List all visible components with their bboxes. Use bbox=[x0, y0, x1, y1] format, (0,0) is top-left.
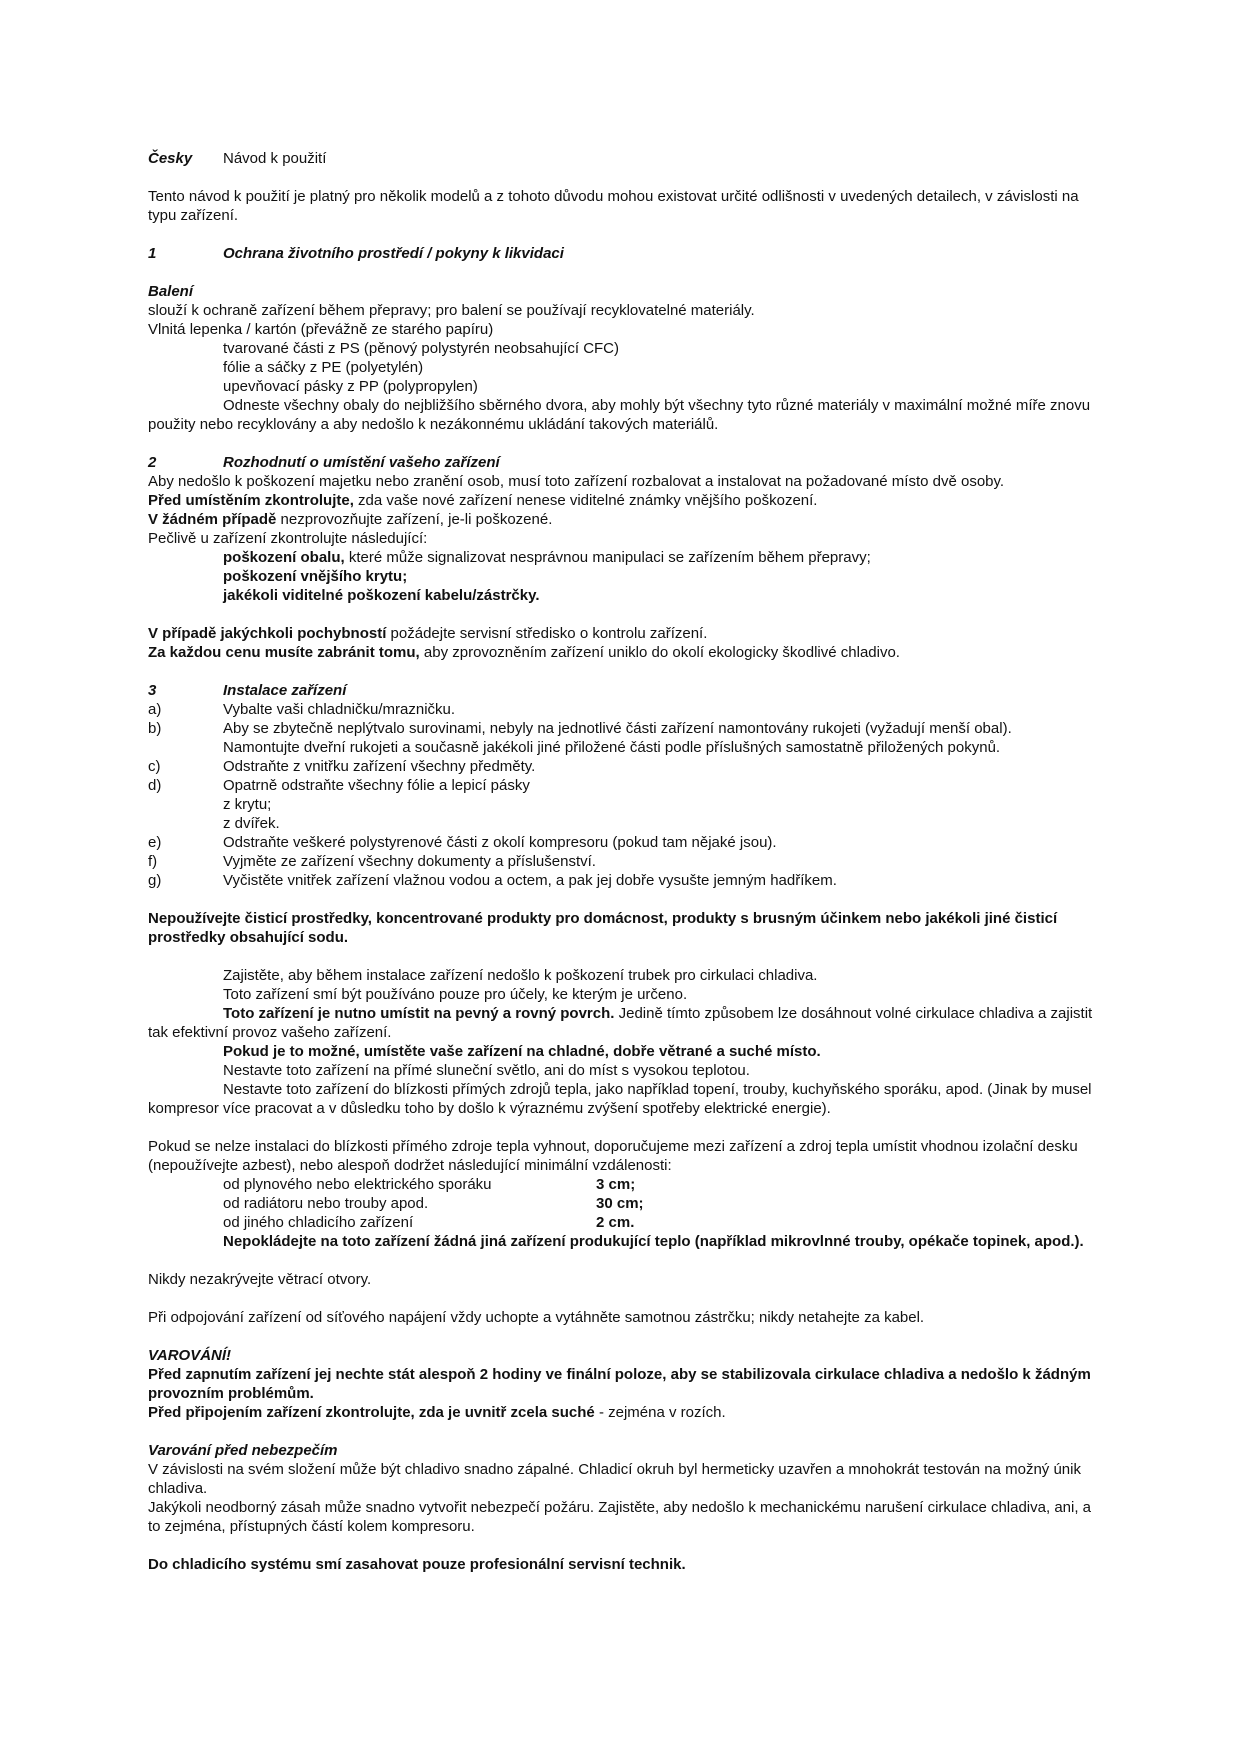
paragraph bbox=[148, 1004, 1100, 1042]
list-item bbox=[148, 871, 1100, 890]
danger-heading: Varování před nebezpečím bbox=[148, 1442, 338, 1459]
list-item bbox=[148, 719, 1100, 738]
text-run: - zejména v rozích. bbox=[594, 1404, 726, 1421]
cleaning-warning: Nepoužívejte čisticí prostředky, koncentrované produkty pro domácnost, produkty s brusným účinkem nebo jakékoli jiné čisticí prostředky obsahující sodu. bbox=[148, 910, 1058, 946]
paragraph: fólie a sáčky z PE (polyetylén) bbox=[223, 359, 424, 376]
list-item-text: z dvířek. bbox=[223, 815, 280, 832]
paragraph: Pokud se nelze instalaci do blízkosti přímého zdroje tepla vyhnout, doporučujeme mezi zařízení a zdroj tepla umístit vhodnou izolační desku (nepoužívejte azbest), nebo alespoň dodržet následující minimální vzdálenosti: bbox=[148, 1138, 1078, 1174]
list-item-marker bbox=[148, 738, 223, 757]
paragraph: Vlnitá lepenka / kartón (převážně ze starého papíru) bbox=[148, 321, 494, 338]
paragraph: Při odpojování zařízení od síťového napájení vždy uchopte a vytáhněte samotnou zástrčku; nikdy netahejte za kabel. bbox=[148, 1309, 925, 1326]
section-number: 2 bbox=[148, 454, 157, 471]
list-item-text: Opatrně odstraňte všechny fólie a lepicí pásky bbox=[223, 777, 530, 794]
section-number: 1 bbox=[148, 245, 157, 262]
distance-label: od radiátoru nebo trouby apod. bbox=[223, 1195, 429, 1212]
text-run: Za každou cenu musíte zabránit tomu, bbox=[148, 644, 420, 661]
paragraph: slouží k ochraně zařízení během přepravy; pro balení se používají recyklovatelné materiály. bbox=[148, 302, 755, 319]
distance-row bbox=[148, 1175, 1100, 1194]
intro-paragraph: Tento návod k použití je platný pro několik modelů a z tohoto důvodu mohou existovat určité odlišnosti v uvedených detailech, v závislosti na typu zařízení. bbox=[148, 188, 1079, 224]
text-run: požádejte servisní středisko o kontrolu zařízení. bbox=[386, 625, 708, 642]
paragraph: Pokud je to možné, umístěte vaše zařízení na chladné, dobře větrané a suché místo. bbox=[223, 1043, 821, 1060]
list-item-marker: d) bbox=[148, 777, 162, 794]
distance-value: 3 cm; bbox=[596, 1176, 636, 1193]
list-item bbox=[148, 814, 1100, 833]
paragraph bbox=[148, 491, 1100, 510]
document-header bbox=[148, 149, 1100, 168]
text-run: V žádném případě bbox=[148, 511, 277, 528]
list-item-marker bbox=[148, 814, 223, 833]
installation-list bbox=[148, 700, 1100, 890]
packaging-heading: Balení bbox=[148, 283, 194, 300]
paragraph: Nestavte toto zařízení na přímé sluneční světlo, ani do míst s vysokou teplotou. bbox=[223, 1062, 750, 1079]
document-title: Návod k použití bbox=[223, 150, 327, 167]
list-item bbox=[148, 795, 1100, 814]
paragraph: Zajistěte, aby během instalace zařízení nedošlo k poškození trubek pro cirkulaci chladiva. bbox=[223, 967, 818, 984]
paragraph: Odneste všechny obaly do nejbližšího sběrného dvora, aby mohly být všechny tyto různé materiály v maximální možné míře znovu použity nebo recyklovány a aby nedošlo k nezákonnému ukládání takových materiálů. bbox=[148, 397, 1091, 433]
list-item-marker bbox=[148, 795, 223, 814]
list-item-text: Odstraňte veškeré polystyrenové části z okolí kompresoru (pokud tam nějaké jsou). bbox=[223, 834, 777, 851]
paragraph: Nikdy nezakrývejte větrací otvory. bbox=[148, 1271, 372, 1288]
text-run: poškození obalu, bbox=[223, 549, 345, 566]
paragraph bbox=[148, 624, 1100, 643]
distance-label: od plynového nebo elektrického sporáku bbox=[223, 1176, 492, 1193]
text-run: které může signalizovat nesprávnou manipulaci se zařízením během přepravy; bbox=[344, 549, 871, 566]
list-item bbox=[148, 757, 1100, 776]
list-item-marker: e) bbox=[148, 834, 162, 851]
text-run: Před umístěním zkontrolujte, bbox=[148, 492, 354, 509]
paragraph: jakékoli viditelné poškození kabelu/zástrčky. bbox=[223, 587, 540, 604]
distance-row bbox=[148, 1194, 1100, 1213]
paragraph: Před zapnutím zařízení jej nechte stát alespoň 2 hodiny ve finální poloze, aby se stabilizovala cirkulace chladiva a nedošlo k žádným provozním problémům. bbox=[148, 1366, 1091, 1402]
paragraph bbox=[148, 643, 1100, 662]
paragraph: Nepokládejte na toto zařízení žádná jiná zařízení produkující teplo (například mikrovlnné trouby, opékače topinek, apod.). bbox=[223, 1233, 1084, 1250]
distance-value: 2 cm. bbox=[596, 1214, 635, 1231]
text-run: Toto zařízení je nutno umístit na pevný a rovný povrch. bbox=[223, 1005, 615, 1022]
section-1-heading bbox=[148, 244, 1100, 263]
list-item-marker: f) bbox=[148, 853, 158, 870]
paragraph: Jakýkoli neodborný zásah může snadno vytvořit nebezpečí požáru. Zajistěte, aby nedošlo k mechanickému narušení cirkulace chladiva, ani, a to zejména, přístupných částí kolem kompresoru. bbox=[148, 1499, 1092, 1535]
list-item bbox=[148, 738, 1100, 757]
text-run: zda vaše nové zařízení nenese viditelné známky vnějšího poškození. bbox=[353, 492, 818, 509]
section-title: Rozhodnutí o umístění vašeho zařízení bbox=[223, 454, 500, 471]
paragraph bbox=[148, 548, 1100, 567]
section-title: Ochrana životního prostředí / pokyny k likvidaci bbox=[223, 245, 564, 262]
list-item-text: Vyčistěte vnitřek zařízení vlažnou vodou a octem, a pak jej dobře vysušte jemným hadříkem. bbox=[223, 872, 837, 889]
paragraph: V závislosti na svém složení může být chladivo snadno zápalné. Chladicí okruh byl hermeticky uzavřen a mnohokrát testován na možný únik chladiva. bbox=[148, 1461, 1081, 1497]
distance-value: 30 cm; bbox=[596, 1195, 644, 1212]
paragraph: Aby nedošlo k poškození majetku nebo zranění osob, musí toto zařízení rozbalovat a instalovat na požadované místo dvě osoby. bbox=[148, 473, 1005, 490]
paragraph: Pečlivě u zařízení zkontrolujte následující: bbox=[148, 530, 428, 547]
paragraph bbox=[148, 510, 1100, 529]
list-item-text: Vybalte vaši chladničku/mrazničku. bbox=[223, 701, 456, 718]
paragraph bbox=[148, 1403, 1100, 1422]
text-run: V případě jakýchkoli pochybností bbox=[148, 625, 387, 642]
paragraph: poškození vnějšího krytu; bbox=[223, 568, 408, 585]
distance-list bbox=[148, 1175, 1100, 1232]
distance-label: od jiného chladicího zařízení bbox=[223, 1214, 414, 1231]
paragraph: tvarované části z PS (pěnový polystyrén neobsahující CFC) bbox=[223, 340, 620, 357]
section-2-heading bbox=[148, 453, 1100, 472]
list-item-marker: c) bbox=[148, 758, 161, 775]
section-number: 3 bbox=[148, 682, 157, 699]
list-item-marker: a) bbox=[148, 701, 162, 718]
paragraph: upevňovací pásky z PP (polypropylen) bbox=[223, 378, 478, 395]
section-title: Instalace zařízení bbox=[223, 682, 347, 699]
paragraph: Do chladicího systému smí zasahovat pouze profesionální servisní technik. bbox=[148, 1556, 686, 1573]
text-run: Před připojením zařízení zkontrolujte, zda je uvnitř zcela suché bbox=[148, 1404, 595, 1421]
text-run: Jedině tímto způsobem lze dosáhnout volné cirkulace chladiva a zajistit tak efektivní provoz vašeho zařízení. bbox=[148, 1005, 1093, 1041]
language-label: Česky bbox=[148, 150, 193, 167]
distance-row bbox=[148, 1213, 1100, 1232]
paragraph: Nestavte toto zařízení do blízkosti přímých zdrojů tepla, jako například topení, trouby, kuchyňského sporáku, apod. (Jinak by musel kompresor více pracovat a v důsledku toho by došlo k výraznému zvýšení spotřeby elektrické energie). bbox=[148, 1081, 1092, 1117]
list-item-marker: b) bbox=[148, 720, 162, 737]
list-item bbox=[148, 776, 1100, 795]
text-run: aby zprovozněním zařízení uniklo do okolí ekologicky škodlivé chladivo. bbox=[419, 644, 900, 661]
list-item bbox=[148, 700, 1100, 719]
list-item bbox=[148, 833, 1100, 852]
list-item-text: z krytu; bbox=[223, 796, 272, 813]
list-item-text: Namontujte dveřní rukojeti a současně jakékoli jiné přiložené části podle příslušných samostatně přiložených pokynů. bbox=[223, 739, 1001, 756]
list-item-text: Odstraňte z vnitřku zařízení všechny předměty. bbox=[223, 758, 536, 775]
text-run: nezprovozňujte zařízení, je-li poškozené. bbox=[276, 511, 553, 528]
warning-heading: VAROVÁNÍ! bbox=[148, 1347, 232, 1364]
list-item-marker: g) bbox=[148, 872, 162, 889]
list-item-text: Aby se zbytečně neplýtvalo surovinami, nebyly na jednotlivé části zařízení namontovány rukojeti (vyžadují menší obal). bbox=[223, 720, 1012, 737]
list-item bbox=[148, 852, 1100, 871]
section-3-heading bbox=[148, 681, 1100, 700]
list-item-text: Vyjměte ze zařízení všechny dokumenty a příslušenství. bbox=[223, 853, 596, 870]
paragraph: Toto zařízení smí být používáno pouze pro účely, ke kterým je určeno. bbox=[223, 986, 688, 1003]
